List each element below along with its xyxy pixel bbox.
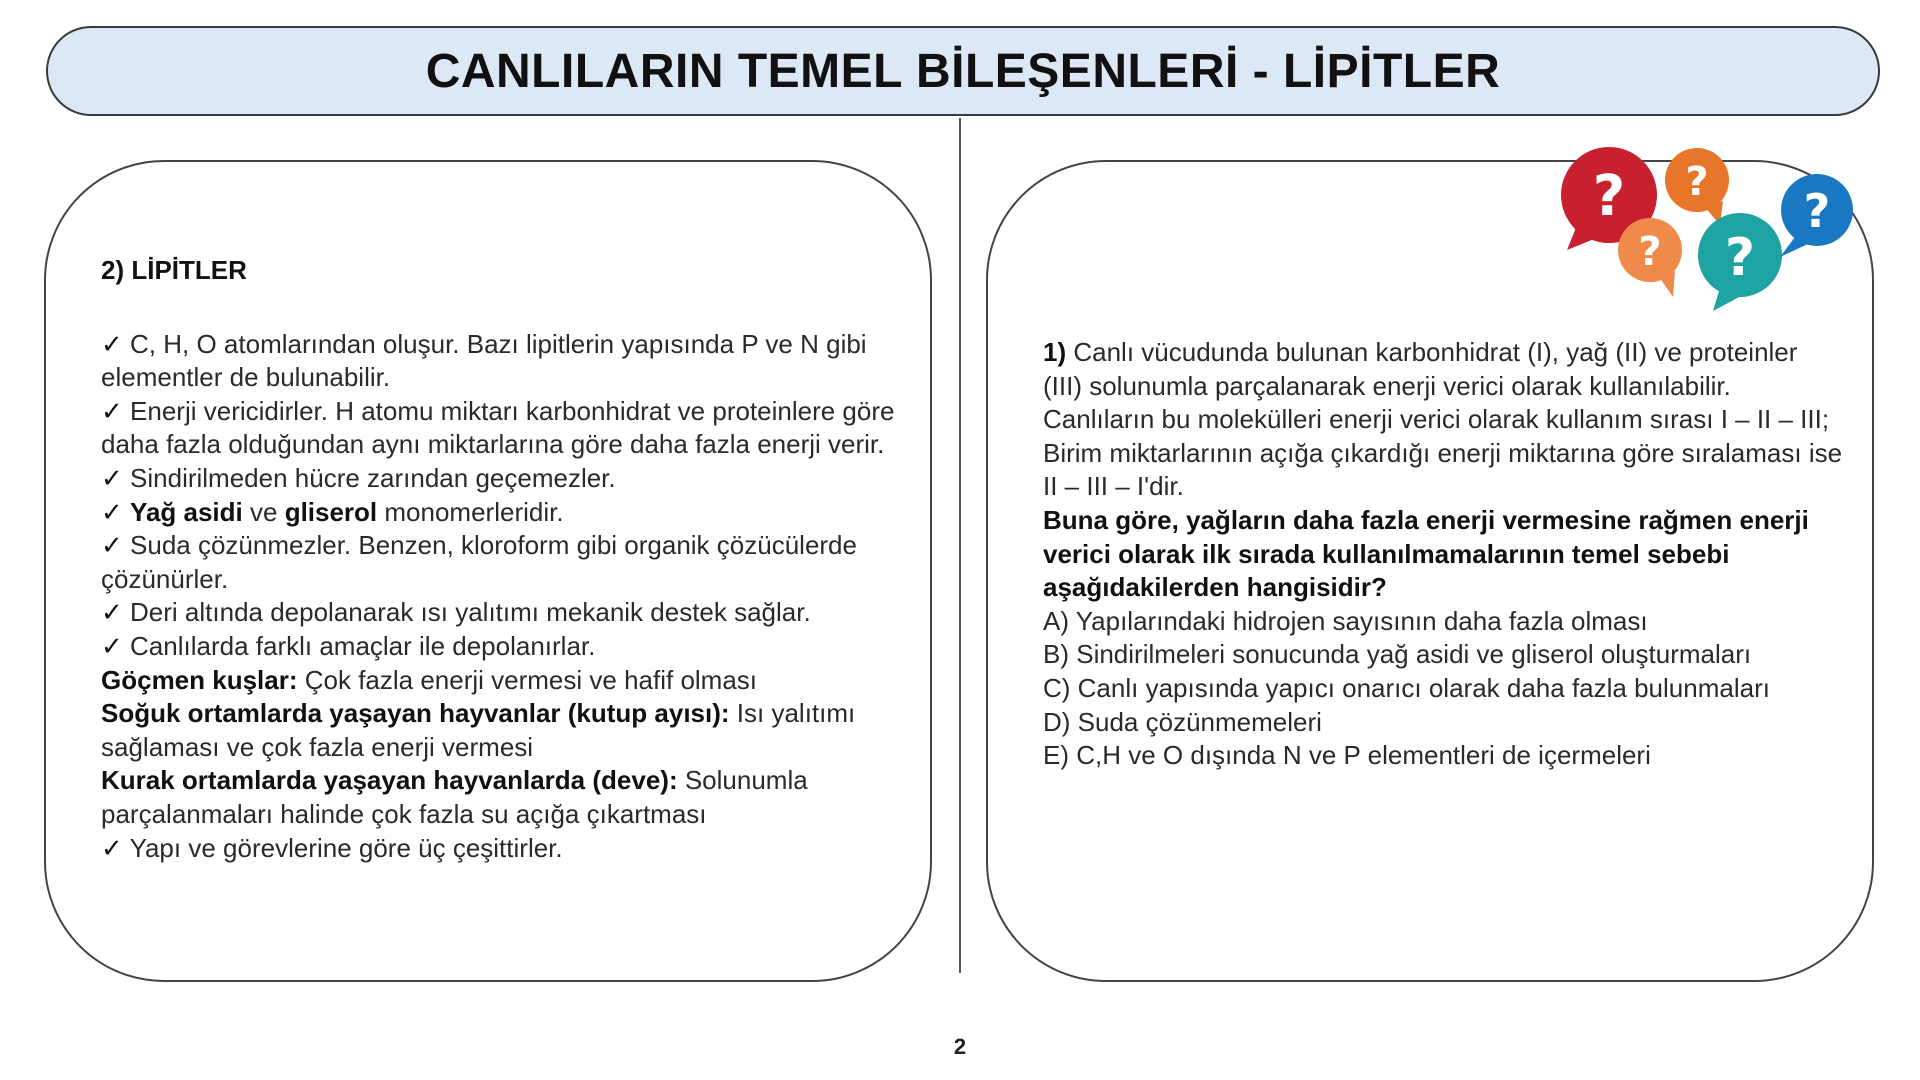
lipids-info-panel: [44, 160, 932, 982]
svg-text:?: ?: [1803, 184, 1831, 238]
check-icon: ✓: [101, 530, 123, 561]
question-bubble-blue-icon: [1780, 174, 1853, 257]
check-icon: ✓: [101, 832, 123, 863]
question-number: 1): [1043, 337, 1067, 367]
list-item: ✓ Canlılarda farklı amaçlar ile depolanırlar.: [101, 630, 596, 661]
question-stem: 1) Canlı vücudunda bulunan karbonhidrat (I), yağ (II) ve proteinler (III) solunumla parçalanarak enerji verici olarak kullanılabilir. Canlıların bu molekülleri enerji verici olarak kullanım sırası I – II – III; Birim miktarlarının açığa çıkardığı enerji miktarına göre sıralaması ise II – III – I'dir.: [1043, 337, 1843, 502]
page-title: CANLILARIN TEMEL BİLEŞENLERİ - LİPİTLER: [425, 44, 1501, 98]
check-icon: ✓: [101, 395, 123, 426]
svg-text:?: ?: [1685, 159, 1709, 205]
example-polar-animals: Soğuk ortamlarda yaşayan hayvanlar (kutup ayısı): Isı yalıtımı sağlaması ve çok fazla enerji vermesi: [101, 698, 856, 762]
list-item: ✓ Sindirilmeden hücre zarından geçemezler.: [101, 462, 616, 493]
section-heading: 2) LİPİTLER: [101, 255, 247, 285]
check-icon: ✓: [101, 630, 123, 661]
page-number: 2: [953, 1034, 967, 1059]
svg-text:?: ?: [1592, 164, 1626, 229]
center-divider: [959, 118, 961, 973]
example-migratory-birds: Göçmen kuşlar: Çok fazla enerji vermesi ve hafif olması: [101, 664, 758, 695]
question-bubble-peach-icon: [1618, 218, 1682, 297]
check-icon: ✓: [101, 597, 123, 628]
list-item: ✓ Yapı ve görevlerine göre üç çeşittirler.: [101, 832, 563, 863]
question-prompt: Buna göre, yağların daha fazla enerji vermesine rağmen enerji verici olarak ilk sırada kullanılmamalarının temel sebebi aşağıdakilerden hangisidir?: [1043, 504, 1809, 603]
list-item: ✓ Deri altında depolanarak ısı yalıtımı mekanik destek sağlar.: [101, 597, 811, 628]
list-item: ✓ Suda çözünmezler. Benzen, kloroform gibi organik çözücülerde çözünürler.: [101, 530, 857, 594]
question-bubble-orange-icon: [1665, 148, 1729, 225]
answer-option-d: D) Suda çözünmemeleri: [1043, 706, 1322, 737]
list-item: ✓ Enerji vericidirler. H atomu miktarı karbonhidrat ve proteinlere göre daha fazla olduğundan aynı miktarlarına göre daha fazla enerji verir.: [101, 395, 895, 460]
question-bubble-teal-icon: [1698, 213, 1782, 311]
answer-option-b: B) Sindirilmeleri sonucunda yağ asidi ve gliserol oluşturmaları: [1043, 639, 1752, 670]
answer-option-a: A) Yapılarındaki hidrojen sayısının daha fazla olması: [1043, 605, 1648, 636]
answer-option-c: C) Canlı yapısında yapıcı onarıcı olarak daha fazla bulunmaları: [1043, 672, 1770, 703]
list-item: ✓ C, H, O atomlarından oluşur. Bazı lipitlerin yapısında P ve N gibi elementler de bulunabilir.: [101, 328, 867, 393]
svg-text:?: ?: [1724, 228, 1756, 288]
list-item-monomers: ✓ Yağ asidi ve gliserol monomerleridir.: [101, 496, 564, 527]
question-content: [1043, 336, 1843, 773]
lipids-info-content: [101, 254, 901, 865]
check-icon: ✓: [101, 462, 123, 493]
answer-option-e: E) C,H ve O dışında N ve P elementleri de içermeleri: [1043, 740, 1651, 771]
example-desert-animals: Kurak ortamlarda yaşayan hayvanlarda (deve): Solunumla parçalanmaları halinde çok fazla su açığa çıkartması: [101, 765, 808, 829]
check-icon: ✓: [101, 328, 123, 359]
question-bubbles-icon: [1555, 145, 1855, 315]
check-icon: ✓: [101, 496, 123, 527]
title-banner: [46, 26, 1880, 116]
svg-text:?: ?: [1638, 229, 1662, 275]
